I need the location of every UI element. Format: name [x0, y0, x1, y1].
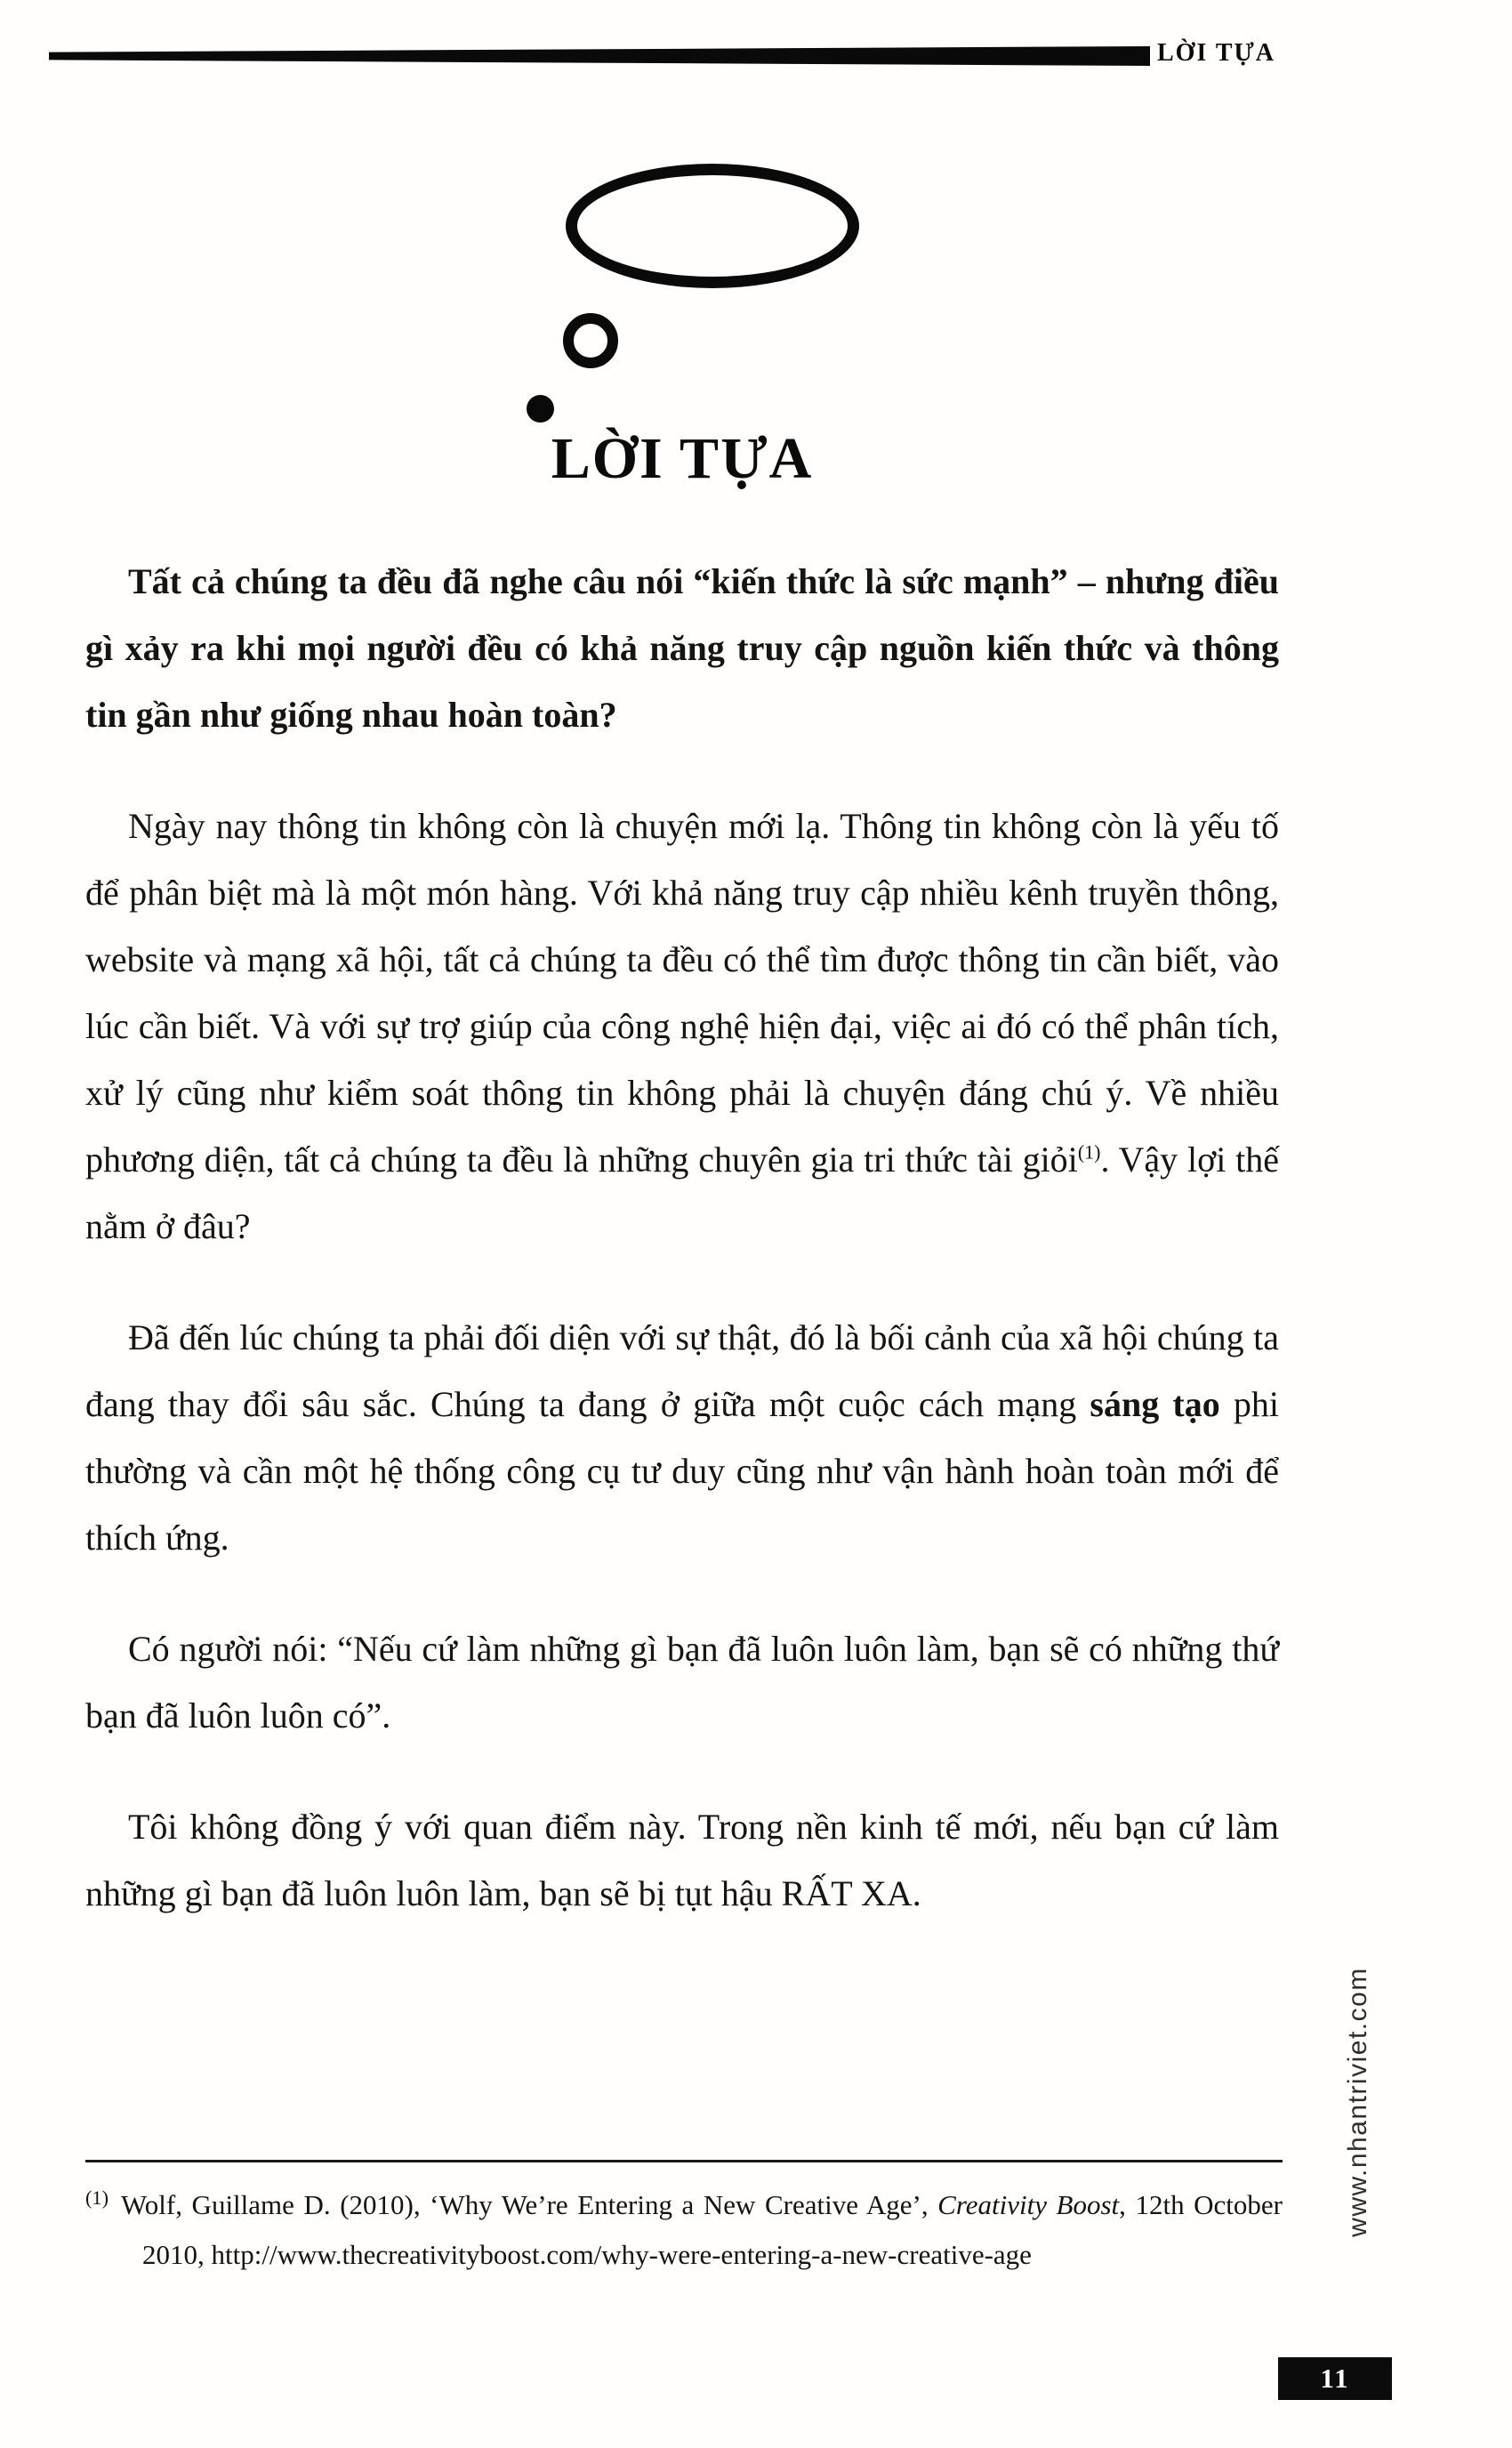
paragraph-3-text-a: Đã đến lúc chúng ta phải đối diện với sự thật, đó là bối cảnh của xã hội chúng ta đang thay đổi sâu sắc. Chúng ta đang ở giữa một cuộc cách mạng: [85, 1317, 1279, 1424]
page-number: 11: [1320, 2363, 1350, 2394]
footnote-marker: (1): [85, 2186, 109, 2209]
footnote-source-title: Creativity Boost: [937, 2189, 1120, 2220]
paragraph-5: Tôi không đồng ý với quan điểm này. Trong nền kinh tế mới, nếu bạn cứ làm những gì bạn đã luôn luôn làm, bạn sẽ bị tụt hậu RẤT XA.: [85, 1807, 1279, 1913]
paragraph-2-text-b: . Vậy lợi thế nằm ở đâu?: [85, 1139, 1279, 1246]
footnote-reference: (1): [1077, 1140, 1101, 1164]
paragraph-2-text-a: Ngày nay thông tin không còn là chuyện mới lạ. Thông tin không còn là yếu tố để phân biệt mà là một món hàng. Với khả năng truy cập nhiều kênh truyền thông, website và mạng xã hội, tất cả chúng ta đều có thể tìm được thông tin cần biết, vào lúc cần biết. Và với sự trợ giúp của công nghệ hiện đại, việc ai đó có thể phân tích, xử lý cũng như kiểm soát thông tin không phải là chuyện đáng chú ý. Về nhiều phương diện, tất cả chúng ta đều là những chuyên gia tri thức tài giỏi: [85, 806, 1279, 1180]
paragraph-3-bold-phrase: sáng tạo: [1090, 1384, 1220, 1424]
running-head: LỜI TỰA: [1156, 39, 1275, 67]
header-rule: [49, 46, 1150, 66]
paragraph-4: Có người nói: “Nếu cứ làm những gì bạn đã luôn luôn làm, bạn sẽ có những thứ bạn đã luôn luôn có”.: [85, 1629, 1279, 1735]
footnote-section: [85, 2160, 1283, 2280]
page-title: LỜI TỰA: [551, 426, 814, 491]
speech-bubble-ellipse-icon: [566, 164, 859, 288]
footnote: [85, 2180, 1283, 2280]
speech-bubble-circle-icon: [563, 313, 618, 368]
page-number-plate: [1278, 2357, 1392, 2400]
footnote-text-a: Wolf, Guillame D. (2010), ‘Why We’re Entering a New Creative Age’,: [121, 2189, 938, 2220]
main-text-column: [85, 425, 1279, 1971]
paragraph-3-text-b: phi thường và cần một hệ thống công cụ tư duy cũng như vận hành hoàn toàn mới để thích ứng.: [85, 1384, 1279, 1558]
publisher-watermark: www.nhantriviet.com: [1343, 1967, 1372, 2237]
paragraph-3: [85, 1304, 1279, 1571]
paragraph-2: [85, 793, 1279, 1260]
footnote-text-b: , 12th October 2010, http://www.thecreativityboost.com/why-were-entering-a-new-creative-age: [142, 2189, 1283, 2270]
paragraph-1: Tất cả chúng ta đều đã nghe câu nói “kiến thức là sức mạnh” – nhưng điều gì xảy ra khi mọi người đều có khả năng truy cập nguồn kiến thức và thông tin gần như giống nhau hoàn toàn?: [85, 561, 1279, 735]
speech-bubble-dot-icon: [527, 395, 554, 423]
